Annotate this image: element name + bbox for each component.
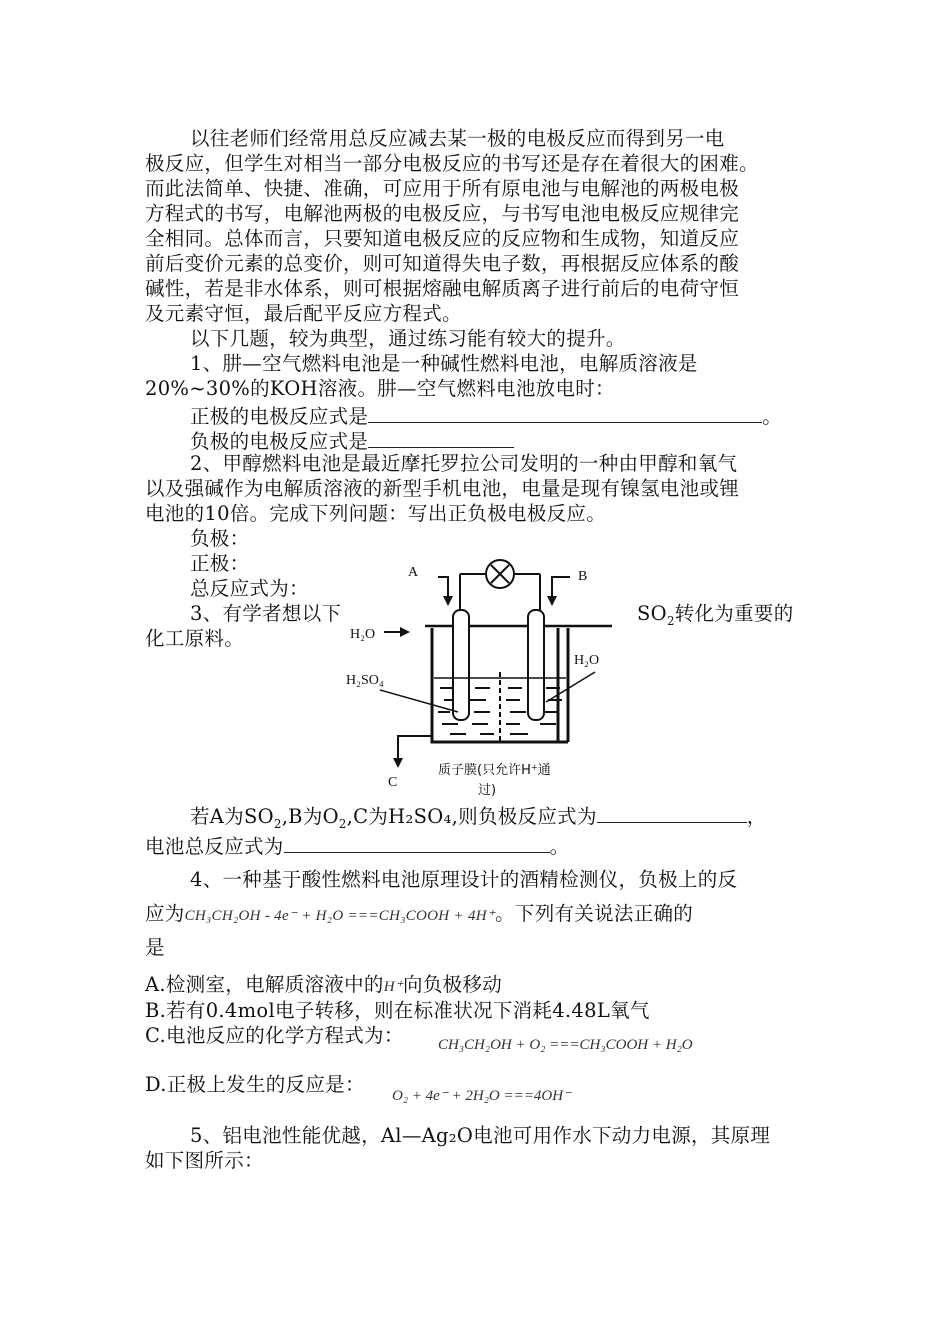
- q4-line-2: [145, 902, 693, 928]
- q4-l2-post: 。下列有关说法正确的: [495, 902, 694, 925]
- label-membrane-line-1: 质子膜(只允许H⁺通: [438, 763, 551, 778]
- intro-line-4: 方程式的书写，电解池两极的电极反应，与书写电池电极反应规律完: [145, 202, 740, 225]
- q3-l3-mid: ,B为O: [281, 805, 339, 828]
- q4-option-c-equation: CH₃CH₂OH + O₂ ===CH₃COOH + H₂O: [438, 1037, 693, 1053]
- intro-line-3: 而此法简单、快捷、准确，可应用于所有原电池与电解池的两极电极: [145, 177, 740, 200]
- q1-line-1: 1、肼—空气燃料电池是一种碱性燃料电池，电解质溶液是: [190, 352, 698, 375]
- q3-negative-blank[interactable]: [597, 802, 747, 823]
- q1-positive-label: 正极的电极反应式是: [190, 405, 369, 428]
- q4-option-d-equation: O₂ + 4e⁻ + 2H₂O ===4OH⁻: [392, 1088, 571, 1104]
- q5-line-1: 5、铝电池性能优越，Al—Ag₂O电池可用作水下动力电源，其原理: [190, 1124, 771, 1147]
- q2-total: 总反应式为：: [190, 577, 309, 600]
- q3-total-label: 电池总反应式为: [145, 835, 284, 858]
- q4-option-a-ion: H⁺: [383, 979, 404, 995]
- q2-line-1: 2、甲醇燃料电池是最近摩托罗拉公司发明的一种由甲醇和氧气: [190, 452, 738, 475]
- q1-positive-electrode: [190, 402, 782, 429]
- q4-negative-equation: CH₃CH₂OH - 4e⁻ + H₂O ===CH₃COOH + 4H⁺: [184, 908, 496, 924]
- q3-so2-sub: 2: [666, 613, 675, 628]
- q3-total-end: 。: [549, 835, 570, 858]
- intro-line-7: 碱性，若是非水体系，则可根据熔融电解质离子进行前后的电荷守恒: [145, 277, 740, 300]
- q4-option-b[interactable]: B.若有0.4mol电子转移，则在标准状况下消耗4.48L氧气: [145, 999, 650, 1022]
- electrode-right: [528, 610, 544, 720]
- q3-l3-sub1: 2: [273, 816, 282, 831]
- q3-so2: SO: [637, 602, 667, 625]
- outlet-c-pipe: [398, 736, 432, 762]
- q3-line-4: [145, 832, 569, 859]
- q3-line-1-right: [637, 602, 794, 633]
- inlet-b-arrow: [552, 577, 570, 598]
- q1-negative-electrode: [190, 427, 514, 454]
- q4-option-c[interactable]: C.电池反应的化学方程式为：: [145, 1024, 404, 1047]
- q4-option-a-post: 向负极移动: [403, 973, 503, 996]
- q2-negative: 负极：: [190, 527, 250, 550]
- fuel-cell-diagram: [340, 552, 640, 802]
- label-a: A: [408, 565, 419, 580]
- q1-negative-label: 负极的电极反应式是: [190, 430, 369, 453]
- q1-line-2: 20%~30%的KOH溶液。肼—空气燃料电池放电时：: [145, 377, 615, 400]
- q3-l3-pre: 若A为SO: [190, 805, 274, 828]
- q3-line-1-left: 3、有学者想以下: [190, 602, 342, 625]
- electrode-left: [453, 610, 469, 720]
- label-b: B: [578, 569, 588, 584]
- q2-line-3: 电池的10倍。完成下列问题：写出正负极电极反应。: [145, 502, 607, 525]
- label-h2o-left: H₂O: [350, 627, 376, 642]
- q3-l3-tail: ,C为H₂SO₄,则负极反应式为: [346, 805, 597, 828]
- intro-line-2: 极反应，但学生对相当一部分电极反应的书写还是存在着很大的困难。: [145, 152, 759, 175]
- q3-line-1-tail: 转化为重要的: [674, 602, 794, 625]
- q4-option-a[interactable]: [145, 973, 502, 999]
- inlet-a-arrow: [438, 577, 448, 598]
- q1-positive-blank[interactable]: [368, 402, 762, 423]
- q3-line-3: [190, 802, 767, 836]
- label-c: C: [388, 775, 398, 790]
- q3-line-2: 化工原料。: [145, 627, 245, 650]
- q4-option-a-pre: A.检测室，电解质溶液中的: [145, 973, 384, 996]
- intro-line-6: 前后变价元素的总变价，则可知道得失电子数，再根据反应体系的酸: [145, 252, 740, 275]
- q4-line-1: 4、一种基于酸性燃料电池原理设计的酒精检测仪，负极上的反: [190, 868, 738, 891]
- q3-l3-sub2: 2: [338, 816, 347, 831]
- intro-line-5: 全相同。总体而言，只要知道电极反应的反应物和生成物，知道反应: [145, 227, 740, 250]
- q5-line-2: 如下图所示：: [145, 1149, 264, 1172]
- q3-total-blank[interactable]: [284, 832, 550, 853]
- q4-line-3: 是: [145, 936, 165, 959]
- label-membrane-line-2: 过): [478, 783, 497, 798]
- q4-l2-pre: 应为: [145, 902, 185, 925]
- intro-line-9: 以下几题，较为典型，通过练习能有较大的提升。: [190, 327, 626, 350]
- q3-l3-end: ，: [746, 805, 767, 828]
- label-h2so4: H₂SO₄: [346, 673, 384, 688]
- intro-line-8: 及元素守恒，最后配平反应方程式。: [145, 302, 462, 325]
- q2-positive: 正极：: [190, 552, 250, 575]
- intro-line-1: 以往老师们经常用总反应减去某一极的电极反应而得到另一电: [190, 127, 725, 150]
- q4-option-d[interactable]: D.正极上发生的反应是：: [145, 1073, 365, 1096]
- label-h2o-right: H₂O: [574, 653, 600, 668]
- q1-negative-blank[interactable]: [368, 427, 514, 448]
- q2-line-2: 以及强碱作为电解质溶液的新型手机电池，电量是现有镍氢电池或锂: [145, 477, 740, 500]
- q1-positive-end: 。: [762, 405, 783, 428]
